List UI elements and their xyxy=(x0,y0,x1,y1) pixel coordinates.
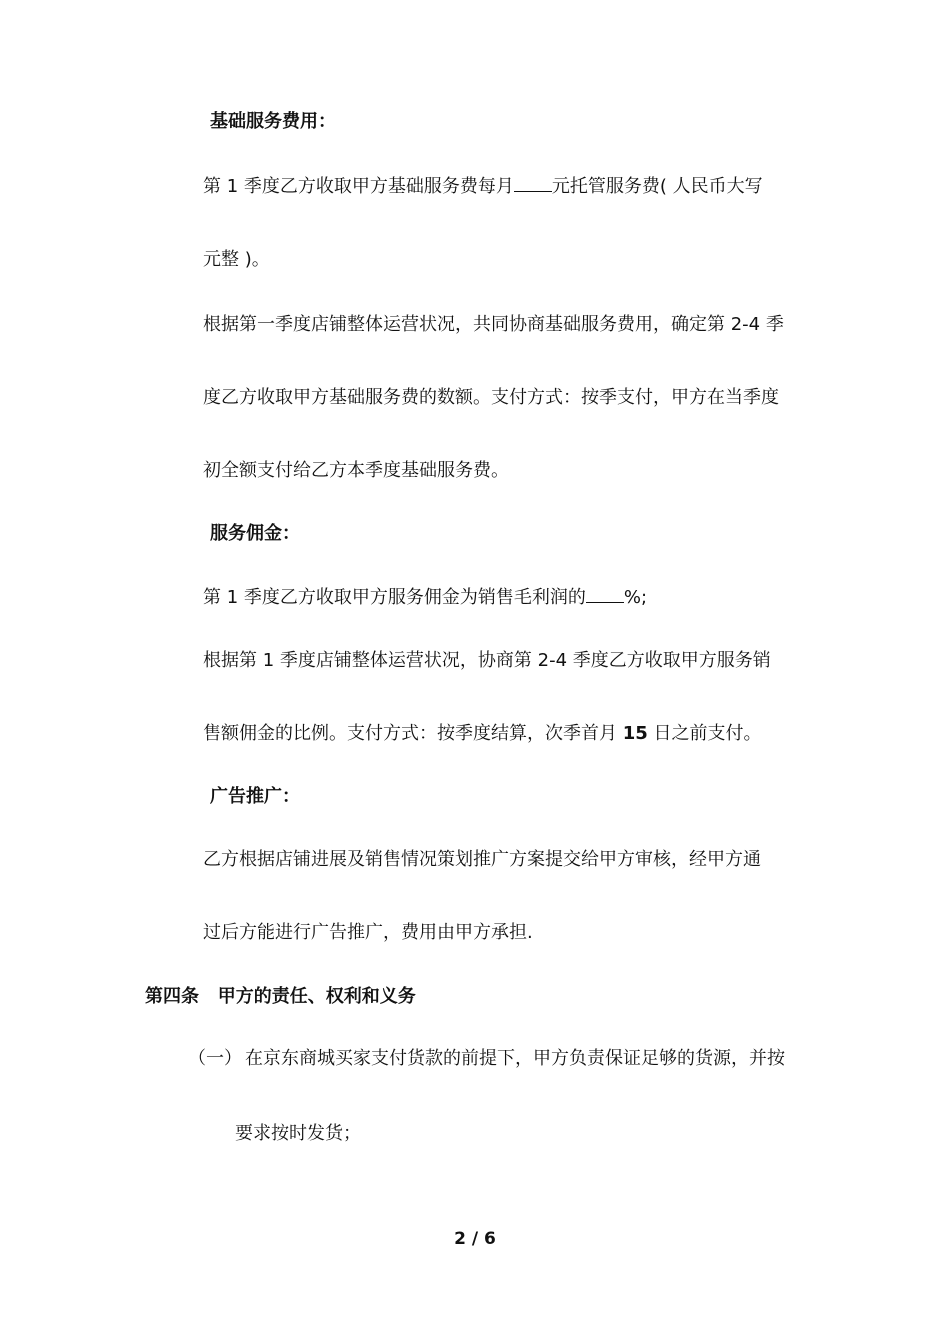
item-1-line-1: 在京东商城买家支付货款的前提下，甲方负责保证足够的货源，并按 xyxy=(245,1048,785,1069)
basic-fee-text-a: 第 1 季度乙方收取甲方基础服务费每月 xyxy=(203,176,514,197)
blank-fill-line xyxy=(586,586,624,603)
basic-fee-paragraph2-line-3: 初全额支付给乙方本季度基础服务费。 xyxy=(203,460,509,481)
item-1-marker: （一） xyxy=(188,1048,242,1069)
section-4-title: 第四条 甲方的责任、权利和义务 xyxy=(145,986,416,1007)
commission-day-number: 15 xyxy=(622,723,648,744)
commission-text-a: 第 1 季度乙方收取甲方服务佣金为销售毛利润的 xyxy=(203,587,586,608)
basic-fee-heading: 基础服务费用： xyxy=(210,111,336,132)
commission-paragraph2-line-2 xyxy=(203,722,762,746)
basic-fee-text-b: 元托管服务费( 人民币大写 xyxy=(551,176,763,197)
basic-fee-paragraph-line-1 xyxy=(203,175,763,199)
commission-text-d: 日之前支付。 xyxy=(647,723,762,744)
commission-paragraph-line-1 xyxy=(203,586,647,610)
commission-text-c: 售额佣金的比例。支付方式：按季度结算，次季首月 xyxy=(203,723,623,744)
basic-fee-paragraph2-line-1: 根据第一季度店铺整体运营状况，共同协商基础服务费用，确定第 2-4 季 xyxy=(203,314,784,335)
blank-fill-line xyxy=(514,175,552,192)
basic-fee-paragraph-line-2: 元整 )。 xyxy=(203,249,270,270)
ads-paragraph-line-2: 过后方能进行广告推广，费用由甲方承担. xyxy=(203,922,533,943)
basic-fee-paragraph2-line-2: 度乙方收取甲方基础服务费的数额。支付方式：按季支付，甲方在当季度 xyxy=(203,387,779,408)
commission-paragraph2-line-1: 根据第 1 季度店铺整体运营状况，协商第 2-4 季度乙方收取甲方服务销 xyxy=(203,650,771,671)
page-number: 2 / 6 xyxy=(454,1229,496,1249)
commission-heading: 服务佣金： xyxy=(210,523,300,544)
ads-heading: 广告推广： xyxy=(210,786,300,807)
commission-text-b: %; xyxy=(623,587,648,608)
ads-paragraph-line-1: 乙方根据店铺进展及销售情况策划推广方案提交给甲方审核，经甲方通 xyxy=(203,849,761,870)
item-1-line-2: 要求按时发货； xyxy=(235,1123,361,1144)
